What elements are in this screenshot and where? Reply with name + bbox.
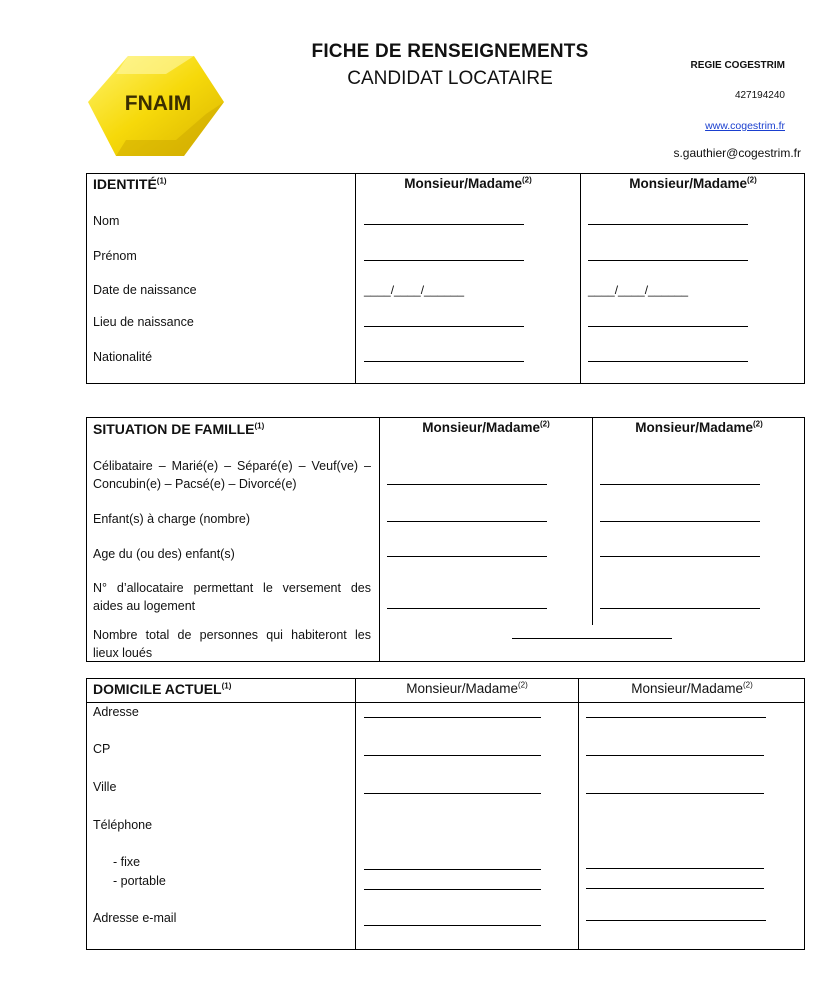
situation-field-1[interactable] <box>387 484 547 485</box>
date-naissance-field-2[interactable]: ____/____/______ <box>588 283 689 297</box>
lieu-naissance-field-1[interactable] <box>364 326 524 327</box>
famille-col2-head: Monsieur/Madame$^{(2)}$ <box>635 419 763 435</box>
total-personnes-field[interactable] <box>512 638 672 639</box>
allocataire-field-1[interactable] <box>387 608 547 609</box>
ville-field-1[interactable] <box>364 793 541 794</box>
enfants-field-2[interactable] <box>600 521 760 522</box>
identite-col2-head: Monsieur/Madame$^{(2)}$ <box>629 175 757 191</box>
agency-website[interactable]: www.cogestrim.fr <box>705 120 785 132</box>
agency-email: s.gauthier@cogestrim.fr <box>673 146 801 160</box>
label-ville: Ville <box>93 780 117 794</box>
identite-col1-head: Monsieur/Madame$^{(2)}$ <box>404 175 532 191</box>
fixe-field-2[interactable] <box>586 868 764 869</box>
label-cp: CP <box>93 742 111 756</box>
label-total-line1: Nombre total de personnes qui habiteront les <box>93 628 371 642</box>
nom-field-2[interactable] <box>588 224 748 225</box>
label-total-line2: lieux loués <box>93 646 153 660</box>
situation-field-2[interactable] <box>600 484 760 485</box>
label-email: Adresse e-mail <box>93 911 177 925</box>
agency-name: REGIE COGESTRIM <box>690 60 785 71</box>
adresse-field-1[interactable] <box>364 717 541 718</box>
identite-section <box>86 173 805 384</box>
agency-number: 427194240 <box>734 90 785 101</box>
label-prenom: Prénom <box>93 249 137 263</box>
label-telephone: Téléphone <box>93 818 153 832</box>
label-portable: - portable <box>113 874 166 888</box>
age-enfants-field-1[interactable] <box>387 556 547 557</box>
fnaim-logo <box>86 52 226 160</box>
domicile-title: DOMICILE ACTUEL$^{(1)}$ <box>93 681 232 697</box>
domicile-col2-head: Monsieur/Madame$^{(2)}$ <box>631 680 753 696</box>
email-field-2[interactable] <box>586 920 766 921</box>
ville-field-2[interactable] <box>586 793 764 794</box>
agency-website-link[interactable] <box>705 120 785 132</box>
portable-field-2[interactable] <box>586 888 764 889</box>
label-nom: Nom <box>93 214 120 228</box>
cp-field-1[interactable] <box>364 755 541 756</box>
form-subtitle: CANDIDAT LOCATAIRE <box>347 68 553 89</box>
label-nationalite: Nationalité <box>93 350 153 364</box>
famille-title: SITUATION DE FAMILLE$^{(1)}$ <box>93 421 265 437</box>
label-allocataire-line1: N° d’allocataire permettant le versement des <box>93 581 371 595</box>
adresse-field-2[interactable] <box>586 717 766 718</box>
identite-title: IDENTITÉ$^{(1)}$ <box>93 176 167 192</box>
enfants-field-1[interactable] <box>387 521 547 522</box>
prenom-field-2[interactable] <box>588 260 748 261</box>
famille-col1-head: Monsieur/Madame$^{(2)}$ <box>422 419 550 435</box>
label-enfants: Enfant(s) à charge (nombre) <box>93 512 251 526</box>
label-allocataire-line2: aides au logement <box>93 599 196 613</box>
label-situation-line2: Concubin(e) – Pacsé(e) – Divorcé(e) <box>93 477 297 491</box>
label-situation-line1: Célibataire – Marié(e) – Séparé(e) – Veuf(ve) – <box>93 459 371 473</box>
form-title: FICHE DE RENSEIGNEMENTS <box>311 41 589 62</box>
cp-field-2[interactable] <box>586 755 764 756</box>
label-lieu-naissance: Lieu de naissance <box>93 315 194 329</box>
label-date-naissance: Date de naissance <box>93 283 197 297</box>
label-age-enfants: Age du (ou des) enfant(s) <box>93 547 235 561</box>
allocataire-field-2[interactable] <box>600 608 760 609</box>
nationalite-field-2[interactable] <box>588 361 748 362</box>
domicile-section <box>86 678 805 950</box>
prenom-field-1[interactable] <box>364 260 524 261</box>
date-naissance-field-1[interactable]: ____/____/______ <box>364 283 465 297</box>
lieu-naissance-field-2[interactable] <box>588 326 748 327</box>
portable-field-1[interactable] <box>364 889 541 890</box>
nom-field-1[interactable] <box>364 224 524 225</box>
nationalite-field-1[interactable] <box>364 361 524 362</box>
domicile-col1-head: Monsieur/Madame$^{(2)}$ <box>406 680 528 696</box>
fixe-field-1[interactable] <box>364 869 541 870</box>
logo-text: FNAIM <box>124 92 192 115</box>
label-fixe: - fixe <box>113 855 141 869</box>
label-adresse: Adresse <box>93 705 139 719</box>
email-field-1[interactable] <box>364 925 541 926</box>
age-enfants-field-2[interactable] <box>600 556 760 557</box>
